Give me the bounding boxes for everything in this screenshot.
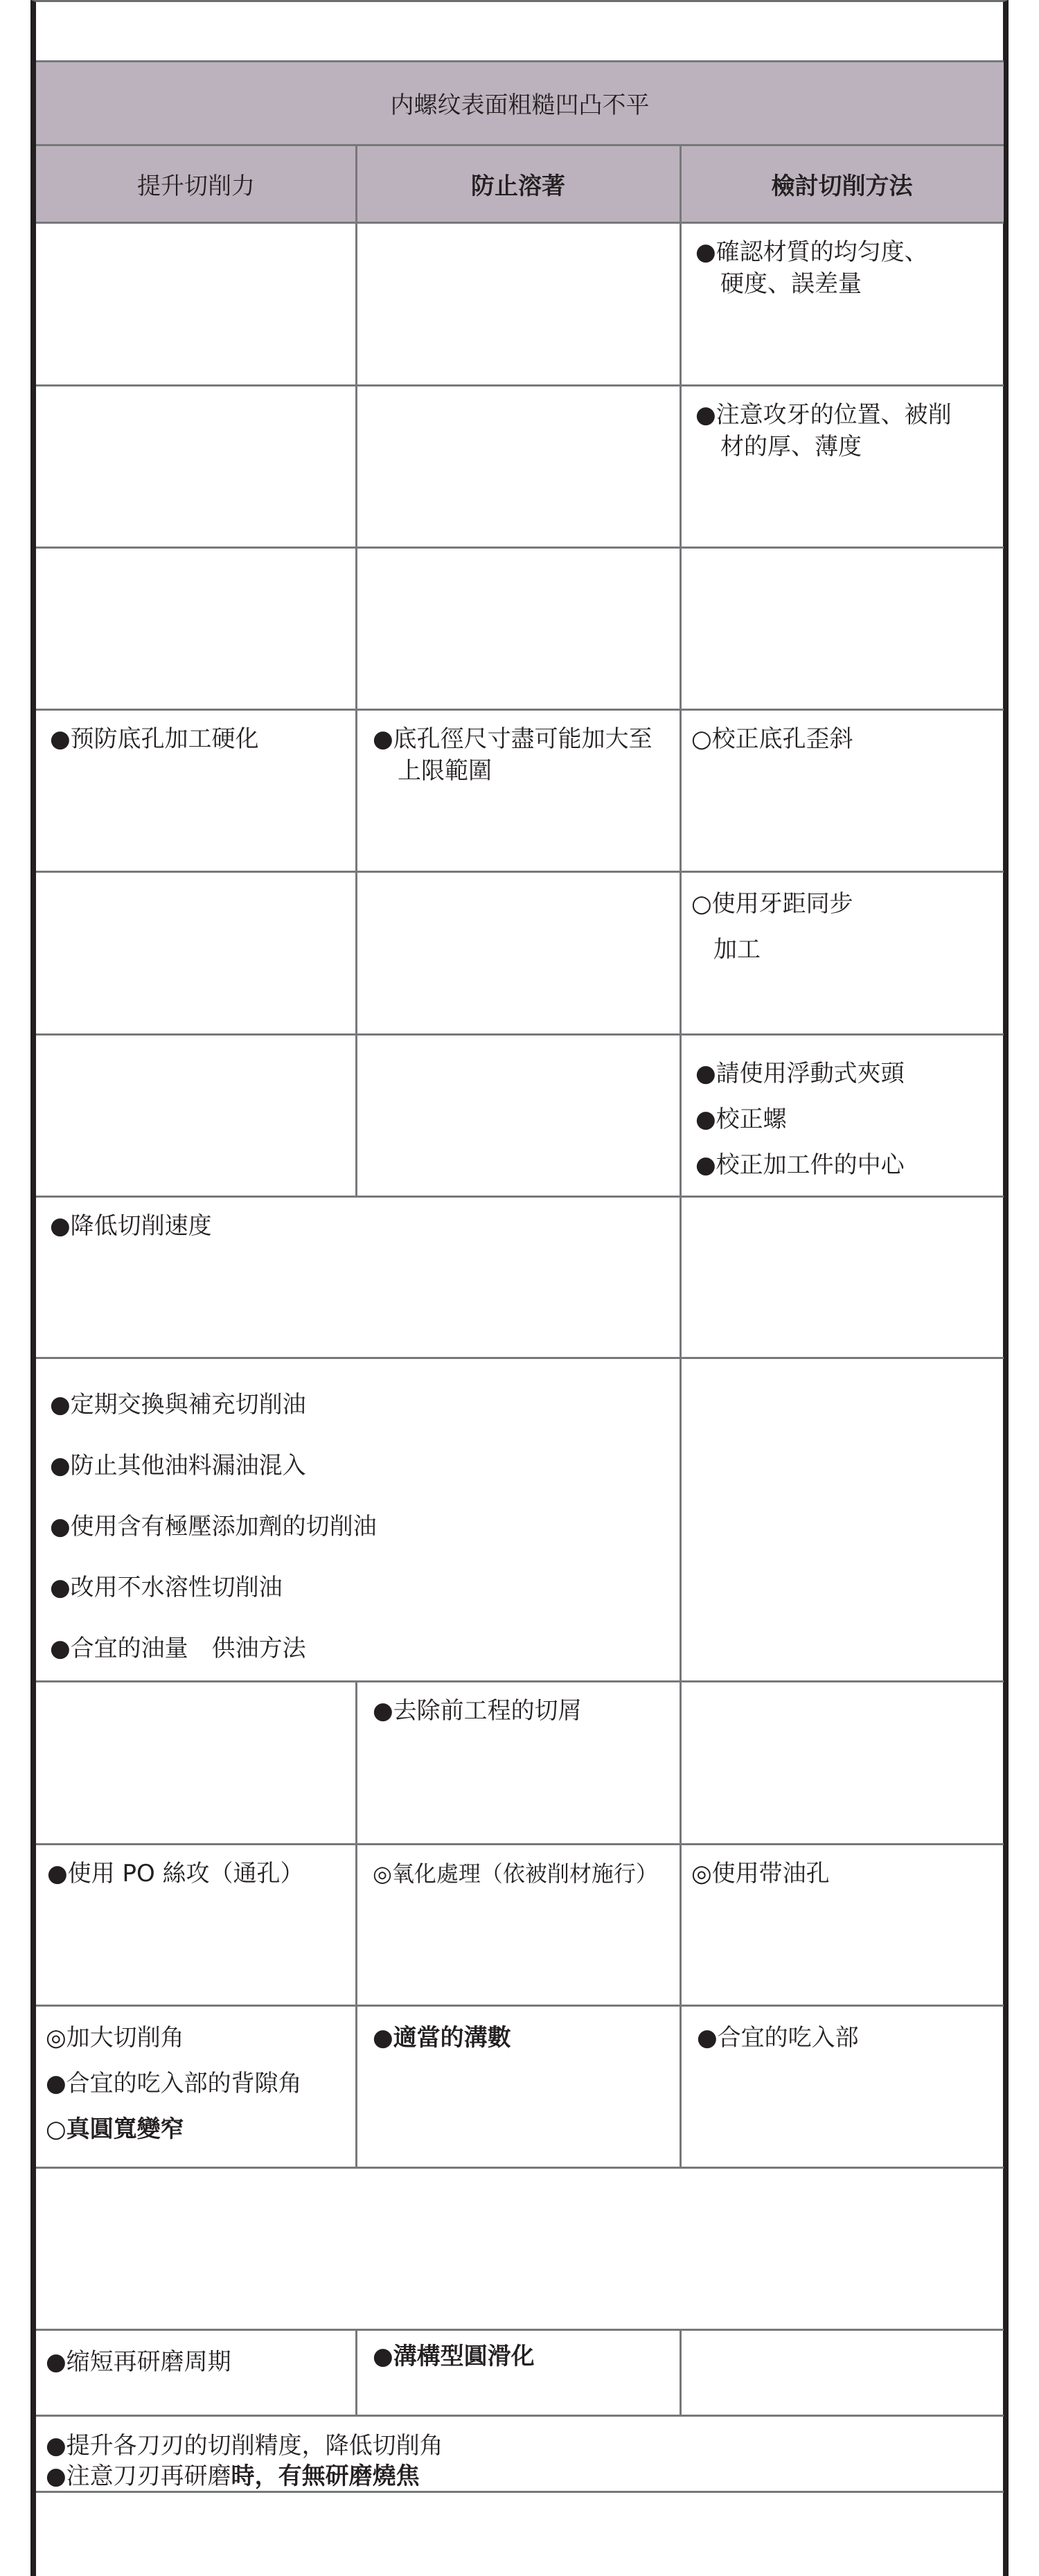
cell-text: ●预防底孔加工硬化 bbox=[50, 725, 259, 753]
cell-text-mixed bbox=[46, 2461, 1004, 2491]
cell-r11-c2 bbox=[357, 2007, 680, 2061]
cell-text: ◎氧化處理（依被削材施行） bbox=[373, 1860, 658, 1887]
cell-text: ●去除前工程的切屑 bbox=[373, 1697, 582, 1725]
cell-text: ●使用含有極壓添加劑的切削油 bbox=[50, 1513, 377, 1540]
column-header-label: 防止溶著 bbox=[471, 172, 565, 200]
cell-text: ●定期交換與補充切削油 bbox=[50, 1391, 306, 1419]
cell-text: ●合宜的吃入部的背隙角 bbox=[46, 2070, 302, 2097]
cell-text: ○真圓寬變窄 bbox=[46, 2115, 184, 2143]
cell-r2-c3 bbox=[682, 387, 1004, 463]
cell-text-normal: ●注意刀刃再研磨 bbox=[46, 2462, 231, 2490]
cell-text: ●使用 PO 絲攻（通孔） bbox=[47, 1860, 304, 1887]
cell-text-bold: 時，有無研磨燒焦 bbox=[231, 2462, 420, 2490]
cell-r4-c1 bbox=[36, 711, 355, 755]
cell-r9-c2 bbox=[357, 1682, 680, 1727]
cell-text: 加工 bbox=[713, 936, 761, 963]
cell-text: 上限範圍 bbox=[398, 757, 492, 785]
cell-text: ●防止其他油料漏油混入 bbox=[50, 1452, 306, 1480]
row-divider bbox=[36, 2167, 1004, 2169]
column-header-label: 檢討切削方法 bbox=[771, 172, 913, 200]
column-header-cutting-force bbox=[36, 145, 356, 222]
cell-r11-c1 bbox=[36, 2007, 355, 2152]
cell-text: ●溝構型圓滑化 bbox=[373, 2343, 535, 2370]
cell-r10-c2 bbox=[357, 1845, 680, 1890]
cell-text: 材的厚、薄度 bbox=[720, 433, 862, 461]
cell-text: ●合宜的吃入部 bbox=[697, 2024, 859, 2052]
col-divider bbox=[355, 145, 357, 1196]
cell-r13-c2 bbox=[357, 2331, 680, 2372]
cell-text: ●注意攻牙的位置、被削 bbox=[695, 401, 952, 429]
cell-text: ●請使用浮動式夾頭 bbox=[695, 1060, 905, 1087]
cell-r5-c3 bbox=[682, 873, 1004, 995]
cell-text: ●缩短再研磨周期 bbox=[46, 2348, 231, 2376]
cell-r4-c3 bbox=[682, 711, 1004, 755]
table-title-text: 内螺纹表面粗糙凹凸不平 bbox=[390, 91, 650, 119]
cell-text: ◎使用带油孔 bbox=[691, 1860, 830, 1887]
row-divider bbox=[36, 60, 1004, 62]
cell-text: ●合宜的油量 供油方法 bbox=[50, 1635, 306, 1662]
cell-text: ●改用不水溶性切削油 bbox=[50, 1574, 283, 1601]
cell-r7-c12 bbox=[36, 1198, 680, 1242]
cell-r8-c12 bbox=[36, 1359, 680, 1679]
cell-text: ●確認材質的均匀度、 bbox=[695, 238, 928, 266]
cell-text: ○使用牙距同步 bbox=[691, 890, 853, 918]
cell-r10-c1 bbox=[36, 1845, 355, 1890]
cell-r10-c3 bbox=[682, 1845, 1004, 1890]
cell-text: ●適當的溝數 bbox=[373, 2024, 511, 2052]
cell-text: ◎加大切削角 bbox=[46, 2024, 184, 2052]
table-title bbox=[36, 61, 1004, 145]
column-header-label: 提升切削力 bbox=[137, 172, 255, 200]
cell-text: ●降低切削速度 bbox=[50, 1212, 212, 1240]
cell-r1-c3 bbox=[682, 224, 1004, 300]
cell-text: ●底孔徑尺寸盡可能加大至 bbox=[373, 725, 652, 753]
column-header-prevent-welding bbox=[356, 145, 680, 222]
cell-text: ●校正加工件的中心 bbox=[695, 1151, 905, 1179]
col-divider bbox=[680, 2329, 682, 2415]
column-header-cutting-method bbox=[680, 145, 1004, 222]
cell-r14-full bbox=[36, 2417, 1004, 2491]
col-divider bbox=[355, 1680, 357, 2167]
cell-text: ○校正底孔歪斜 bbox=[691, 725, 853, 753]
cell-r13-c1 bbox=[36, 2331, 355, 2378]
cell-r11-c3 bbox=[682, 2007, 1004, 2061]
cell-text: ●校正螺 bbox=[695, 1105, 787, 1133]
cell-r6-c3 bbox=[682, 1036, 1004, 1188]
cell-text: 硬度、誤差量 bbox=[720, 270, 862, 298]
cell-text: ●提升各刀刃的切削精度，降低切削角 bbox=[46, 2432, 443, 2460]
cell-r4-c2 bbox=[357, 711, 680, 787]
row-divider bbox=[36, 144, 1004, 146]
row-divider bbox=[36, 547, 1004, 549]
